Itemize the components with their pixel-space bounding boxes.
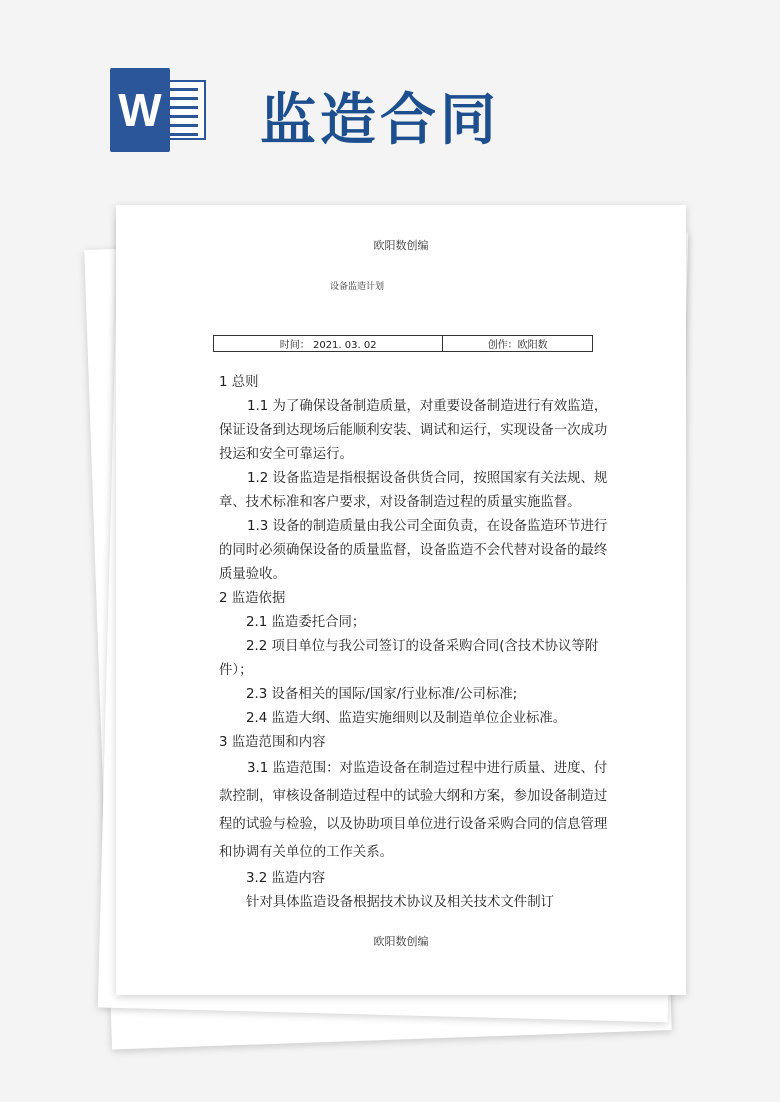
section-heading: 1 总则 bbox=[219, 375, 259, 390]
list-item: 3.2 监造内容 bbox=[246, 871, 326, 886]
page-banner bbox=[110, 68, 710, 158]
meta-author: 创作：欧阳数 bbox=[443, 336, 593, 352]
plan-title: 设备监造计划 bbox=[330, 282, 385, 292]
paragraph: 1.1 为了确保设备制造质量，对重要设备制造进行有效监造，保证设备到达现场后能顺利安装、调试和运行，实现设备一次成功投运和安全可靠运行。 bbox=[219, 399, 608, 462]
page-title: 监造合同 bbox=[260, 88, 500, 153]
paragraph: 针对具体监造设备根据技术协议及相关技术文件制订 bbox=[246, 895, 554, 910]
list-item: 2.2 项目单位与我公司签订的设备采购合同(含技术协议等附件）； bbox=[219, 639, 599, 678]
list-item: 2.4 监造大纲、监造实施细则以及制造单位企业标准。 bbox=[246, 711, 567, 726]
list-item: 2.1 监造委托合同； bbox=[246, 615, 366, 630]
list-item: 2.3 设备相关的国际/国家/行业标准/公司标准; bbox=[246, 687, 518, 702]
section-heading: 2 监造依据 bbox=[219, 591, 286, 606]
paragraph: 1.2 设备监造是指根据设备供货合同，按照国家有关法规、规章、技术标准和客户要求，对设备制造过程的质量实施监督。 bbox=[219, 471, 608, 510]
meta-time: 时间： 2021. 03. 02 bbox=[214, 336, 443, 352]
word-logo-badge: W bbox=[110, 68, 170, 152]
paragraph: 3.1 监造范围：对监造设备在制造过程中进行质量、进度、付款控制，审核设备制造过程中的试验大纲和方案，参加设备制造过程的试验与检验，以及协助项目单位进行设备采购合同的信息管理和协调有关单位的工作关系。 bbox=[219, 761, 608, 860]
page-footer: 欧阳数创编 bbox=[373, 935, 429, 948]
section-heading: 3 监造范围和内容 bbox=[219, 735, 326, 750]
page-header: 欧阳数创编 bbox=[373, 239, 429, 252]
word-icon bbox=[110, 68, 206, 152]
document-body bbox=[219, 371, 609, 915]
paragraph: 1.3 设备的制造质量由我公司全面负责，在设备监造环节进行的同时必须确保设备的质量监督，设备监造不会代替对设备的最终质量验收。 bbox=[219, 519, 608, 582]
document-page bbox=[116, 205, 686, 995]
meta-table bbox=[213, 335, 593, 352]
